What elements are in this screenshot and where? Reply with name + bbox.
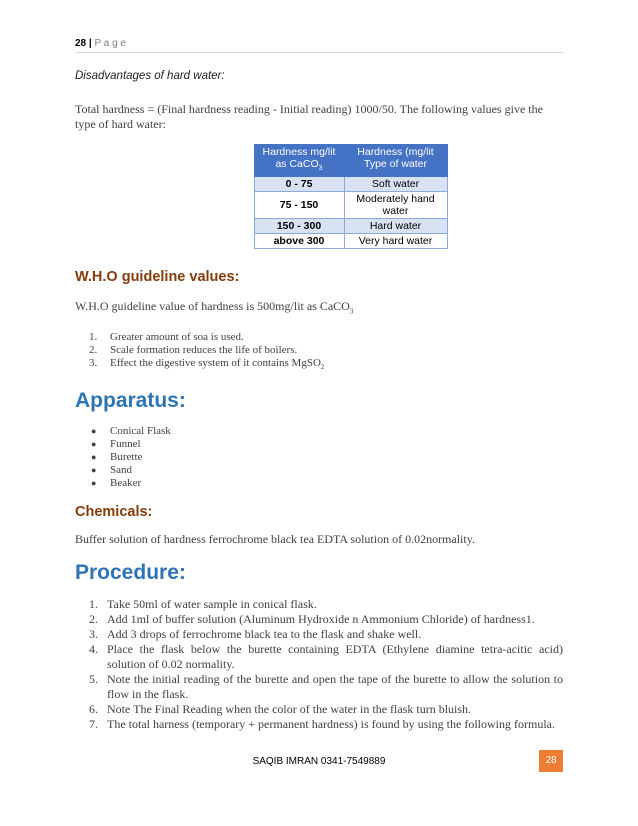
table-cell: 150 - 300 — [254, 219, 344, 234]
list-item: 4. Place the flask below the burette containing EDTA (Ethylene diamine tetra-acitic acid) solution of 0.02 normality. — [89, 641, 563, 671]
list-item: 7. The total harness (temporary + permanent hardness) is found by using the following formula. — [89, 716, 555, 731]
footer-text: SAQIB IMRAN 0341-7549889 — [252, 756, 386, 767]
who-list — [75, 331, 563, 374]
header-page-label: P a g e — [94, 38, 126, 49]
list-item: ● Sand — [91, 463, 132, 476]
list-item: 2. Scale formation reduces the life of boilers. — [89, 344, 298, 357]
bullet-icon: ● — [91, 438, 97, 449]
header-page-number: 28 — [75, 38, 87, 49]
list-item: 3. Effect the digestive system of it contains MgSO$_2$ — [89, 357, 325, 372]
list-item: 2. Add 1ml of buffer solution (Aluminum Hydroxide n Ammonium Chloride) of hardness1. — [89, 611, 535, 626]
page-header — [75, 38, 563, 53]
chemicals-heading: Chemicals: — [75, 503, 153, 520]
list-item: 6. Note The Final Reading when the color of the water in the flask turn bluish. — [89, 701, 472, 716]
list-item: 5. Note the initial reading of the burette and open the tape of the burette to allow the solution to flow in the flask. — [89, 671, 563, 701]
table-cell: Moderately hand water — [344, 192, 447, 219]
table-row — [254, 192, 447, 219]
list-item: ● Beaker — [91, 476, 142, 489]
table-row — [254, 234, 447, 249]
procedure-list — [75, 597, 563, 732]
procedure-heading: Procedure: — [75, 560, 186, 584]
list-item: ● Funnel — [91, 437, 141, 450]
table-header-cell: Hardness mg/lit as CaCO$_3$ — [254, 145, 344, 177]
table-cell: Very hard water — [344, 234, 447, 249]
apparatus-list — [75, 425, 563, 490]
disadvantages-heading: Disadvantages of hard water: — [75, 70, 225, 82]
chemicals-text: Buffer solution of hardness ferrochrome black tea EDTA solution of 0.02normality. — [75, 531, 475, 546]
footer-page-number: 28 — [539, 750, 563, 772]
list-item: 1. Greater amount of soa is used. — [89, 331, 244, 344]
bullet-icon: ● — [91, 425, 97, 436]
table-header-cell: Hardness (mg/lit Type of water — [344, 145, 447, 177]
table-row — [254, 177, 447, 192]
header-separator: | — [86, 38, 95, 49]
table-cell: Hard water — [344, 219, 447, 234]
who-text: W.H.O guideline value of hardness is 500mg/lit as CaCO$_3$ — [75, 299, 354, 316]
hardness-table — [254, 144, 448, 249]
hardness-table-wrap — [138, 144, 563, 249]
list-item: ● Conical Flask — [91, 424, 171, 437]
table-cell: 75 - 150 — [254, 192, 344, 219]
bullet-icon: ● — [91, 477, 97, 488]
table-cell: Soft water — [344, 177, 447, 192]
apparatus-heading: Apparatus: — [75, 388, 186, 412]
list-item: 1. Take 50ml of water sample in conical flask. — [89, 596, 317, 611]
total-hardness-text: Total hardness = (Final hardness reading - Initial reading) 1000/50. The following values give the type of hard water: — [75, 102, 543, 131]
who-heading: W.H.O guideline values: — [75, 269, 240, 286]
page-content — [75, 70, 563, 732]
bullet-icon: ● — [91, 451, 97, 462]
page-footer — [75, 750, 563, 774]
table-row — [254, 219, 447, 234]
table-cell: 0 - 75 — [254, 177, 344, 192]
list-item: ● Burette — [91, 450, 143, 463]
list-item: 3. Add 3 drops of ferrochrome black tea to the flask and shake well. — [89, 626, 422, 641]
bullet-icon: ● — [91, 464, 97, 475]
table-header-row — [254, 145, 447, 177]
table-cell: above 300 — [254, 234, 344, 249]
